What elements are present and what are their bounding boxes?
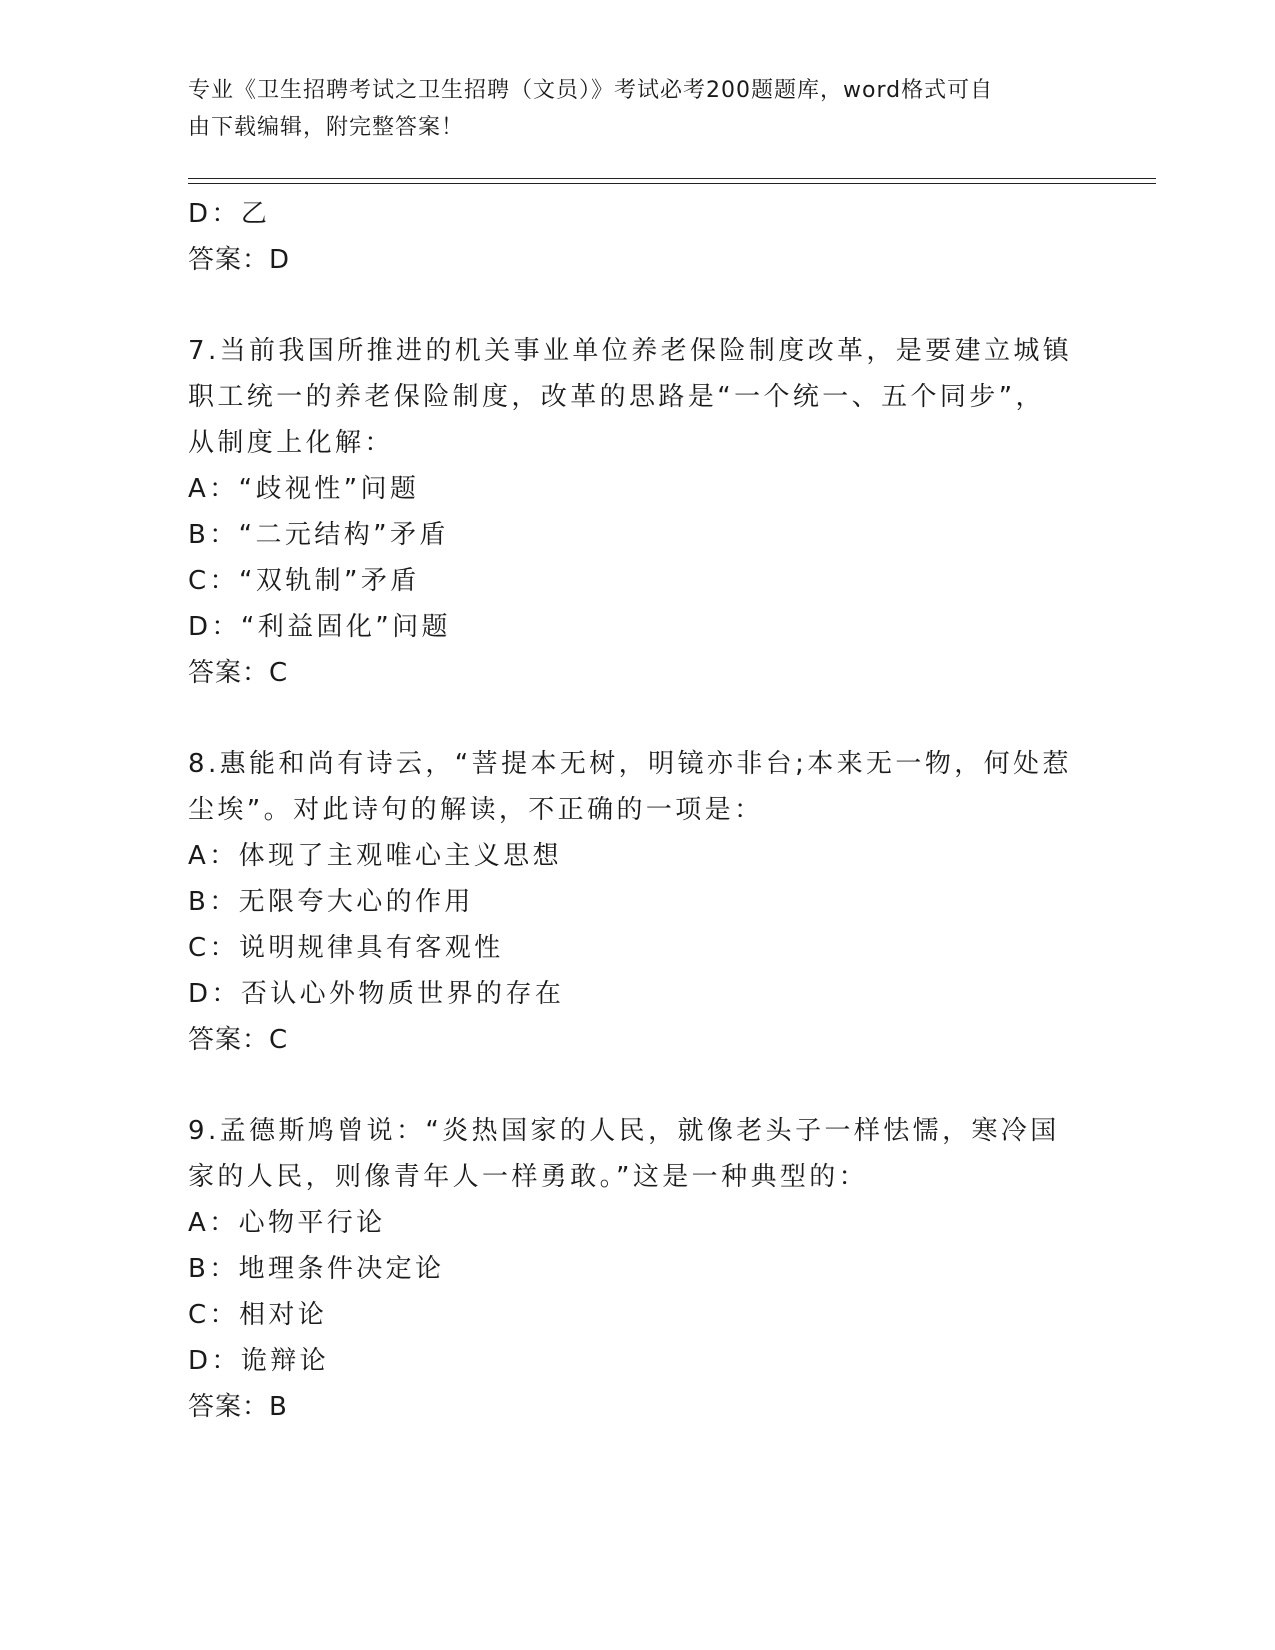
- option-c: C：“双轨制”矛盾: [188, 566, 420, 596]
- question-text-line: 家的人民，则像青年人一样勇敢。”这是一种典型的：: [188, 1162, 869, 1192]
- question-text-line: 9.孟德斯鸠曾说：“炎热国家的人民，就像老头子一样怯懦，寒冷国: [188, 1116, 1060, 1146]
- answer-line: 答案：C: [188, 1025, 289, 1055]
- option-d: D：“利益固化”问题: [188, 612, 451, 642]
- answer-line: 答案：D: [188, 245, 291, 275]
- question-text-line: 8.惠能和尚有诗云，“菩提本无树，明镜亦非台;本来无一物，何处惹: [188, 749, 1072, 779]
- header-line-1: 专业《卫生招聘考试之卫生招聘（文员）》考试必考200题题库，word格式可自: [188, 78, 994, 103]
- question-text-line: 职工统一的养老保险制度，改革的思路是“一个统一、五个同步”，: [188, 382, 1045, 412]
- option-a: A：心物平行论: [188, 1208, 386, 1238]
- option-a: A：体现了主观唯心主义思想: [188, 841, 562, 871]
- option-d: D：诡辩论: [188, 1346, 330, 1376]
- header-divider-top: [188, 178, 1156, 179]
- option-c: C：说明规律具有客观性: [188, 933, 504, 963]
- page-header: [188, 72, 1068, 146]
- question-7: [188, 328, 1088, 696]
- header-divider-bottom: [188, 183, 1156, 184]
- option-a: A：“歧视性”问题: [188, 474, 420, 504]
- option-d: D：否认心外物质世界的存在: [188, 979, 565, 1009]
- option-b: B：地理条件决定论: [188, 1254, 445, 1284]
- question-text-line: 从制度上化解：: [188, 428, 394, 458]
- document-body: [188, 191, 1088, 1430]
- option-c: C：相对论: [188, 1300, 328, 1330]
- question-9: [188, 1108, 1088, 1430]
- answer-line: 答案：B: [188, 1392, 288, 1422]
- previous-question-tail: [188, 191, 1088, 283]
- option-d: D：乙: [188, 199, 271, 229]
- header-line-2: 由下载编辑，附完整答案！: [188, 115, 465, 140]
- option-b: B：“二元结构”矛盾: [188, 520, 449, 550]
- option-b: B：无限夸大心的作用: [188, 887, 474, 917]
- question-8: [188, 741, 1088, 1063]
- answer-line: 答案：C: [188, 658, 289, 688]
- question-text-line: 尘埃”。对此诗句的解读，不正确的一项是：: [188, 795, 764, 825]
- question-text-line: 7.当前我国所推进的机关事业单位养老保险制度改革，是要建立城镇: [188, 336, 1073, 366]
